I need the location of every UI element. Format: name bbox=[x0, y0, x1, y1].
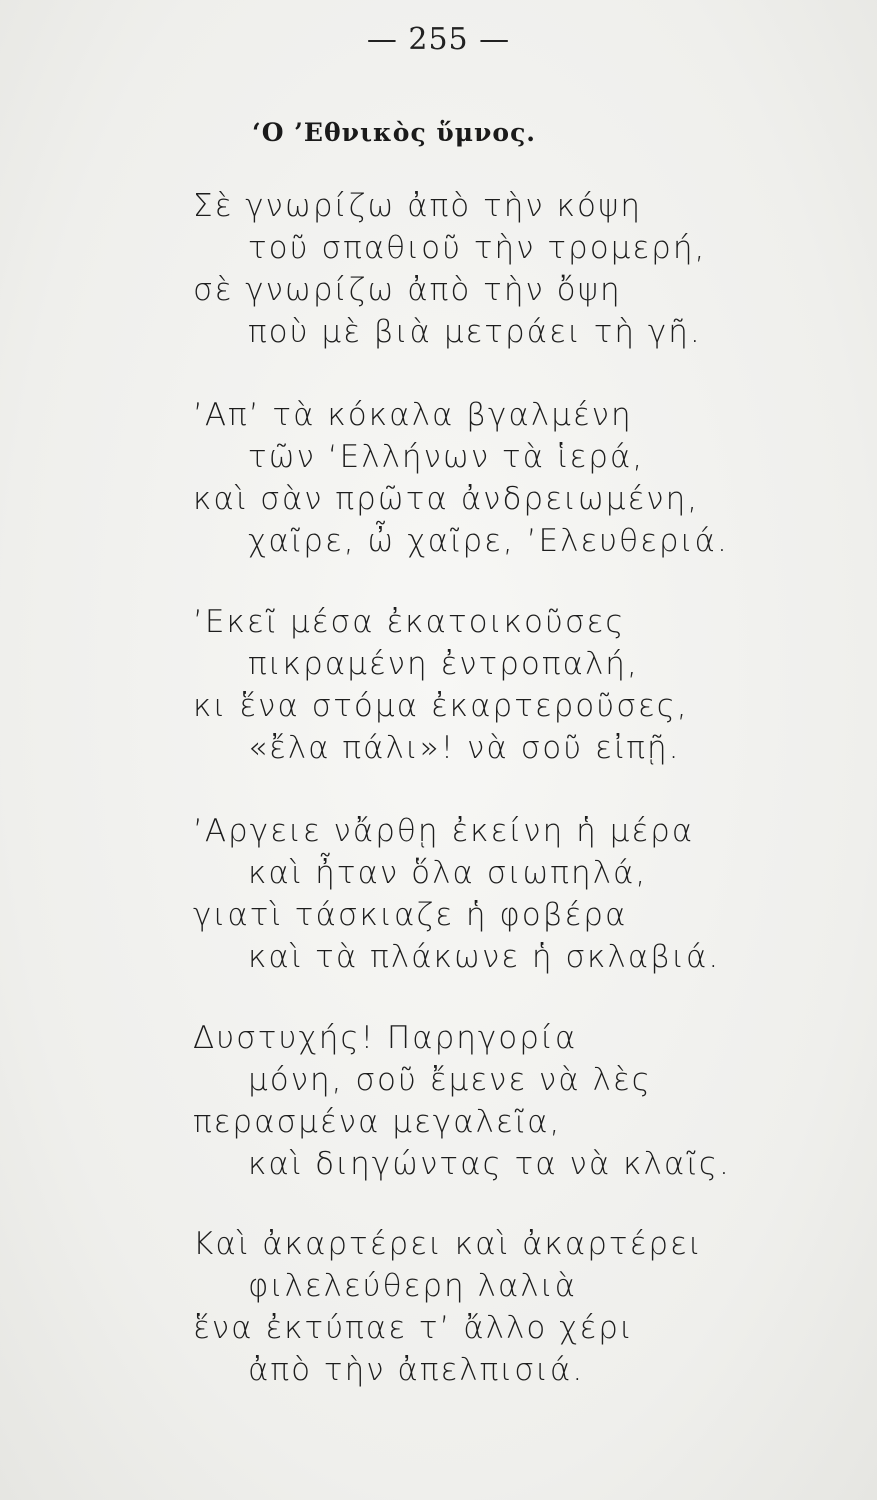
verse-line: «ἔλα πάλι»! νὰ σοῦ εἰπῇ. bbox=[248, 730, 681, 766]
verse-line: σὲ γνωρίζω ἀπὸ τὴν ὄψη bbox=[193, 272, 622, 308]
verse-line: ἕνα ἐκτύπαε τ’ ἄλλο χέρι bbox=[193, 1310, 634, 1346]
verse-line: ’Αργειε νἄρθῃ ἐκείνη ἡ μέρα bbox=[193, 813, 695, 849]
verse-line: φιλελεύθερη λαλιὰ bbox=[248, 1268, 578, 1304]
verse-line: ’Εκεῖ μέσα ἐκατοικοῦσες bbox=[193, 604, 626, 640]
verse-line: καὶ ἦταν ὅλα σιωπηλά, bbox=[248, 855, 648, 891]
verse-line: καὶ διηγώντας τα νὰ κλαῖς. bbox=[248, 1146, 731, 1182]
verse-line: γιατὶ τάσκιαζε ἡ φοβέρα bbox=[193, 897, 628, 933]
verse-line: κι ἕνα στόμα ἐκαρτεροῦσες, bbox=[193, 688, 689, 724]
verse-line: Σὲ γνωρίζω ἀπὸ τὴν κόψη bbox=[193, 188, 643, 224]
verse-line: ποὺ μὲ βιὰ μετράει τὴ γῆ. bbox=[248, 314, 702, 350]
verse-line: μόνη, σοῦ ἔμενε νὰ λὲς bbox=[248, 1062, 652, 1098]
verse-line: Δυστυχής! Παρηγορία bbox=[193, 1020, 578, 1056]
verse-line: χαῖρε, ὦ χαῖρε, ’Ελευθεριά. bbox=[248, 523, 729, 559]
verse-line: ἀπὸ τὴν ἀπελπισιά. bbox=[248, 1352, 585, 1388]
poem-title: ‘Ο ’Εθνικὸς ὕμνος. bbox=[252, 118, 536, 147]
verse-line: περασμένα μεγαλεῖα, bbox=[193, 1104, 562, 1140]
verse-line: καὶ σὰν πρῶτα ἀνδρειωμένη, bbox=[193, 481, 700, 517]
verse-line: τῶν ‘Ελλήνων τὰ ἱερά, bbox=[248, 439, 645, 475]
verse-line: ’Απ’ τὰ κόκαλα βγαλμένη bbox=[193, 397, 633, 433]
verse-line: Καὶ ἀκαρτέρει καὶ ἀκαρτέρει bbox=[193, 1226, 703, 1262]
verse-line: τοῦ σπαθιοῦ τὴν τρομερή, bbox=[248, 230, 707, 266]
page-number: — 255 — bbox=[366, 22, 511, 57]
verse-line: πικραμένη ἐντροπαλή, bbox=[248, 646, 639, 682]
verse-line: καὶ τὰ πλάκωνε ἡ σκλαβιά. bbox=[248, 939, 721, 975]
